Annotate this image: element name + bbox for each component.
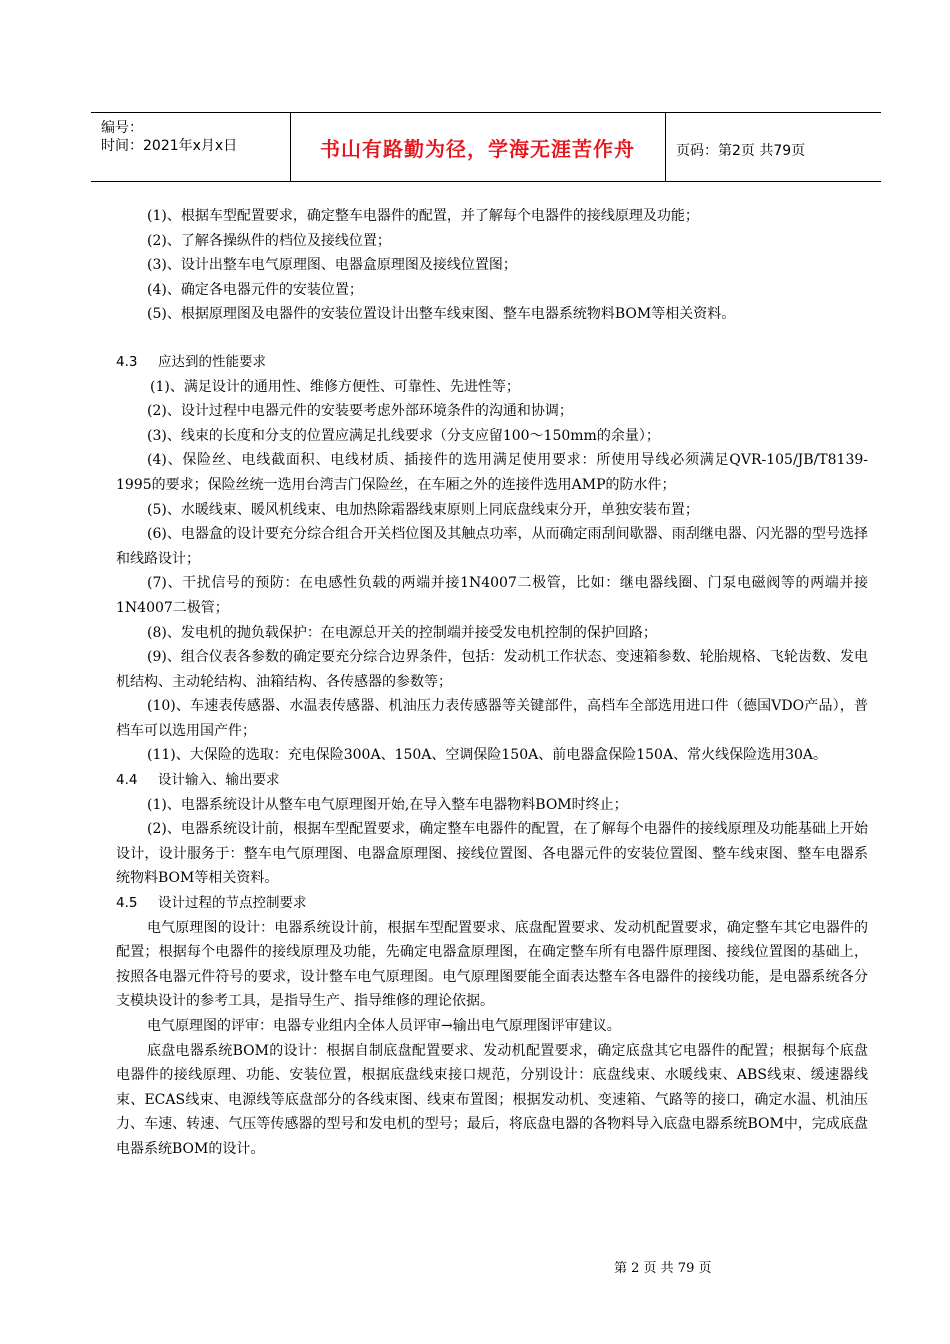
page-footer: 第 2 页 共 79 页 xyxy=(614,1261,712,1276)
io-item: (1)、电器系统设计从整车电气原理图开始,在导入整车电器物料BOM时终止； xyxy=(147,796,628,813)
requirement-item: (4)、保险丝、电线截面积、电线材质、插接件的选用满足使用要求：所使用导线必须满足QVR-105/JB/T8139-1995的要求；保险丝统一选用台湾吉门保险丝，在车厢之外的连接件选用AMP的防水件； xyxy=(116,452,868,493)
requirement-item: (5)、水暖线束、暖风机线束、电加热除霜器线束原则上同底盘线束分开，单独安装布置； xyxy=(147,501,699,518)
document-number-label: 编号： xyxy=(101,120,143,136)
body-paragraph: 电气原理图的评审：电器专业组内全体人员评审→输出电气原理图评审建议。 xyxy=(147,1018,621,1034)
section-number: 4.5 xyxy=(116,895,138,912)
document-time-label: 时间：2021年x月x日 xyxy=(101,138,238,154)
header-meta-cell xyxy=(91,113,291,181)
requirement-item: (3)、线束的长度和分支的位置应满足扎线要求（分支应留100～150mm的余量）； xyxy=(147,427,660,444)
intro-item: (2)、了解各操纵件的档位及接线位置； xyxy=(147,232,391,249)
requirement-item: (10)、车速表传感器、水温表传感器、机油压力表传感器等关键部件，高档车全部选用进口件（德国VDO产品），普档车可以选用国产件； xyxy=(116,698,868,739)
body-paragraph: 底盘电器系统BOM的设计：根据自制底盘配置要求、发动机配置要求，确定底盘其它电器件的配置；根据每个底盘电器件的接线原理、功能、安装位置，根据底盘线束接口规范，分别设计：底盘线束、水暖线束、ABS线束、缓速器线束、ECAS线束、电源线等底盘部分的各线束图、线束布置图；根据发动机、变速箱、气路等的接口，确定水温、机油压力、车速、转速、气压等传感器的型号和发电机的型号；最后，将底盘电器的各物料导入底盘电器系统BOM中，完成底盘电器系统BOM的设计。 xyxy=(116,1042,868,1157)
intro-item: (1)、根据车型配置要求，确定整车电器件的配置，并了解每个电器件的接线原理及功能； xyxy=(147,208,699,224)
section-title: 设计输入、输出要求 xyxy=(158,772,280,789)
section-title: 应达到的性能要求 xyxy=(158,353,266,370)
header-page-info: 页码：第2页 共79页 xyxy=(676,143,806,159)
requirement-item: (7)、干扰信号的预防：在电感性负载的两端并接1N4007二极管，比如：继电器线圈、门泵电磁阀等的两端并接1N4007二极管； xyxy=(116,575,868,616)
header-page-cell xyxy=(666,113,881,181)
section-heading-4-4 xyxy=(116,768,868,793)
section-number: 4.4 xyxy=(116,772,138,789)
section-number: 4.3 xyxy=(116,353,138,370)
section-heading-4-3 xyxy=(116,350,868,375)
section-heading-4-5 xyxy=(116,891,868,916)
requirement-item: (1)、满足设计的通用性、维修方便性、可靠性、先进性等； xyxy=(150,378,520,395)
header-motto: 书山有路勤为径，学海无涯苦作舟 xyxy=(320,137,635,161)
requirement-item: (11)、大保险的选取：充电保险300A、150A、空调保险150A、前电器盒保险150A、常火线保险选用30A。 xyxy=(147,747,827,764)
spacer xyxy=(116,327,868,350)
section-title: 设计过程的节点控制要求 xyxy=(158,895,307,912)
requirement-item: (2)、设计过程中电器元件的安装要考虑外部环境条件的沟通和协调； xyxy=(147,403,573,420)
header-motto-cell xyxy=(290,113,666,181)
requirement-item: (6)、电器盒的设计要充分综合组合开关档位图及其触点功率，从而确定雨刮间歇器、雨刮继电器、闪光器的型号选择和线路设计； xyxy=(116,526,868,567)
body-paragraph: 电气原理图的设计：电器系统设计前，根据车型配置要求、底盘配置要求、发动机配置要求，确定整车其它电器件的配置；根据每个电器件的接线原理及功能，先确定电器盒原理图，在确定整车所有电器件原理图、接线位置图的基础上，按照各电器元件符号的要求，设计整车电气原理图。电气原理图要能全面表达整车各电器件的接线功能，是电器系统各分支模块设计的参考工具，是指导生产、指导维修的理论依据。 xyxy=(116,919,868,1010)
intro-item: (3)、设计出整车电气原理图、电器盒原理图及接线位置图； xyxy=(147,257,517,274)
page-header xyxy=(91,112,881,182)
intro-item: (4)、确定各电器元件的安装位置； xyxy=(147,281,363,298)
io-item: (2)、电器系统设计前，根据车型配置要求，确定整车电器件的配置，在了解每个电器件的接线原理及功能基础上开始设计，设计服务于：整车电气原理图、电器盒原理图、接线位置图、各电器元件的安装位置图、整车线束图、整车电器系统物料BOM等相关资料。 xyxy=(116,821,868,887)
document-body xyxy=(116,204,868,1162)
requirement-item: (8)、发电机的抛负载保护：在电源总开关的控制端并接受发电机控制的保护回路； xyxy=(147,624,657,641)
intro-item: (5)、根据原理图及电器件的安装位置设计出整车线束图、整车电器系统物料BOM等相关资料。 xyxy=(147,306,736,323)
requirement-item: (9)、组合仪表各参数的确定要充分综合边界条件，包括：发动机工作状态、变速箱参数、轮胎规格、飞轮齿数、发电机结构、主动轮结构、油箱结构、各传感器的参数等； xyxy=(116,649,868,690)
